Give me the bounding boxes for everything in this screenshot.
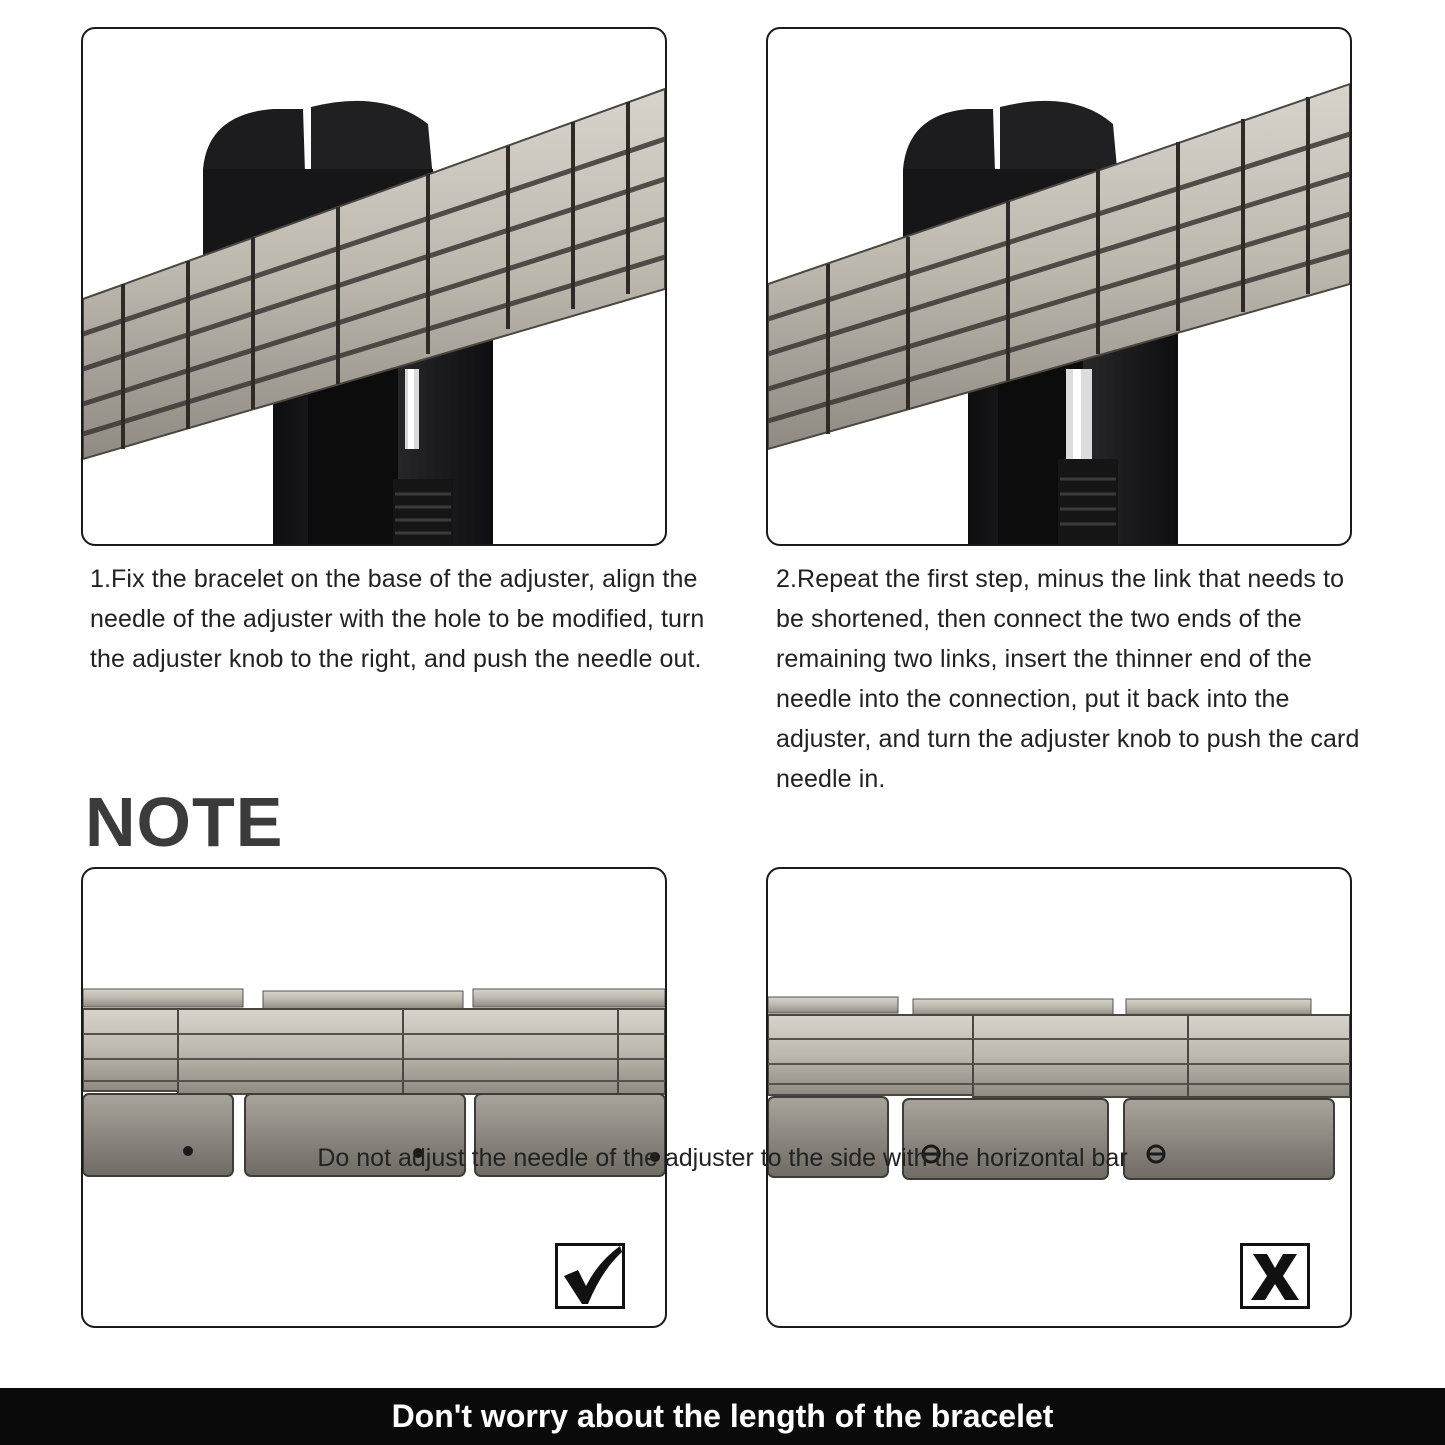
step1-caption: 1.Fix the bracelet on the base of the adjuster, align the needle of the adjuster with the hole to be modified, turn the adjuster knob to the right, and push the needle out. [90, 565, 705, 673]
x-icon [1240, 1243, 1310, 1309]
step1-photo [81, 27, 667, 546]
step2-photo [766, 27, 1352, 546]
warning-text: Do not adjust the needle of the adjuster to the side with the horizontal bar [317, 1144, 1128, 1172]
wrong-orientation-photo [766, 867, 1352, 1328]
step2-caption: 2.Repeat the first step, minus the link that needs to be shortened, then connect the two ends of the remaining two links, insert the thinner end of the needle into the connection, put it back into the adjuster, and turn the adjuster knob to push the card needle in. [776, 565, 1360, 793]
footer-banner: Don't worry about the length of the bracelet [0, 1388, 1445, 1445]
check-icon [555, 1243, 625, 1309]
note-heading: NOTE [85, 783, 284, 861]
correct-orientation-photo [81, 867, 667, 1328]
